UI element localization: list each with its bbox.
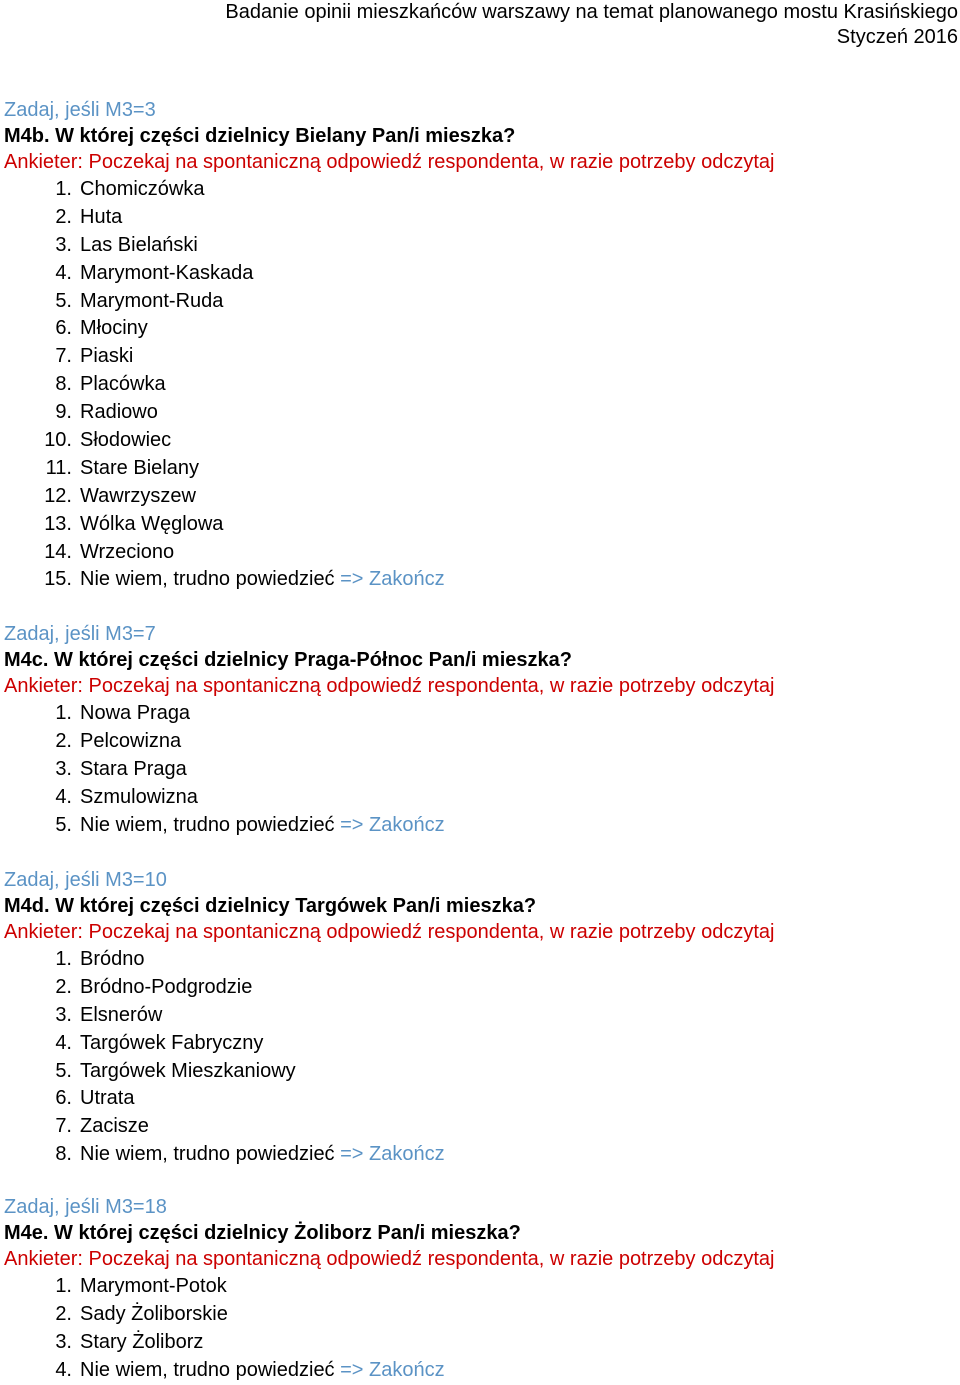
answer-label: Stare Bielany	[80, 456, 199, 479]
answer-item-dont-know	[4, 811, 954, 839]
filter-condition: Zadaj, jeśli M3=3	[4, 99, 156, 121]
answer-item	[4, 699, 954, 727]
answer-item-dont-know	[4, 1356, 954, 1384]
skip-instruction: => Zakończ	[340, 813, 445, 836]
answer-number: 10.	[44, 429, 72, 452]
answer-item	[4, 538, 954, 566]
filter-condition: Zadaj, jeśli M3=18	[4, 1196, 167, 1218]
answer-number: 2.	[55, 205, 72, 228]
answer-label: Nowa Praga	[80, 702, 191, 724]
answer-item	[4, 231, 954, 259]
answer-number: 9.	[55, 401, 72, 424]
answer-label: Marymont-Kaskada	[80, 261, 254, 284]
answer-label: Nie wiem, trudno powiedzieć	[80, 1358, 335, 1381]
answer-item	[4, 973, 954, 1001]
answer-item	[4, 370, 954, 398]
answer-label: Placówka	[80, 373, 166, 396]
answer-number: 4.	[55, 785, 72, 808]
skip-instruction: => Zakończ	[340, 1358, 445, 1381]
answer-label: Marymont-Ruda	[80, 289, 224, 312]
answer-number: 6.	[55, 1087, 72, 1110]
answer-number: 4.	[55, 1358, 72, 1381]
answer-number: 15.	[44, 568, 72, 591]
answer-label: Targówek Fabryczny	[80, 1031, 264, 1054]
filter-condition: Zadaj, jeśli M3=7	[4, 623, 156, 645]
answer-item	[4, 783, 954, 811]
answer-number: 2.	[55, 1302, 72, 1325]
answer-label: Huta	[80, 205, 123, 228]
answer-label: Szmulowizna	[80, 785, 198, 808]
answer-label: Wawrzyszew	[80, 484, 196, 507]
answer-number: 12.	[44, 484, 72, 507]
skip-instruction: => Zakończ	[340, 1143, 445, 1166]
answer-item	[4, 314, 954, 342]
question-text: M4b. W której części dzielnicy Bielany Pan/i mieszka?	[4, 125, 516, 147]
answer-number: 3.	[55, 233, 72, 256]
answer-item	[4, 1029, 954, 1057]
answer-label: Bródno	[80, 948, 145, 970]
answer-label: Zacisze	[80, 1115, 149, 1138]
answer-number: 7.	[55, 1115, 72, 1138]
answer-item	[4, 398, 954, 426]
answer-item-dont-know	[4, 1140, 954, 1168]
answer-item-dont-know	[4, 565, 954, 593]
answer-number: 1.	[55, 948, 72, 970]
answer-number: 6.	[55, 317, 72, 340]
answer-label: Stary Żoliborz	[80, 1330, 204, 1353]
answer-item	[4, 342, 954, 370]
answer-number: 8.	[55, 373, 72, 396]
answer-label: Targówek Mieszkaniowy	[80, 1059, 296, 1082]
page-header	[225, 0, 958, 50]
answer-label: Stara Praga	[80, 757, 187, 780]
answer-item	[4, 287, 954, 315]
answer-item	[4, 755, 954, 783]
answer-item	[4, 1057, 954, 1085]
answer-item	[4, 175, 954, 203]
answer-label: Sady Żoliborskie	[80, 1302, 228, 1325]
question-section-m4e	[4, 1194, 954, 1384]
question-section-m4d	[4, 867, 954, 1168]
answer-number: 3.	[55, 757, 72, 780]
question-text: M4d. W której części dzielnicy Targówek Pan/i mieszka?	[4, 895, 537, 917]
answer-number: 5.	[55, 813, 72, 836]
answer-label: Nie wiem, trudno powiedzieć	[80, 1143, 335, 1166]
answer-item	[4, 1328, 954, 1356]
answer-label: Nie wiem, trudno powiedzieć	[80, 813, 335, 836]
question-section-m4b	[4, 97, 954, 593]
interviewer-instruction: Ankieter: Poczekaj na spontaniczną odpowiedź respondenta, w razie potrzeby odczytaj	[4, 151, 775, 173]
question-text: M4e. W której części dzielnicy Żoliborz Pan/i mieszka?	[4, 1222, 521, 1244]
answer-number: 11.	[45, 456, 72, 479]
answer-item	[4, 510, 954, 538]
answer-number: 14.	[44, 540, 72, 563]
answer-list	[4, 945, 954, 1168]
document-title: Badanie opinii mieszkańców warszawy na temat planowanego mostu Krasińskiego	[225, 1, 958, 23]
answer-label: Wrzeciono	[80, 540, 175, 563]
answer-item	[4, 945, 954, 973]
interviewer-instruction: Ankieter: Poczekaj na spontaniczną odpowiedź respondenta, w razie potrzeby odczytaj	[4, 1248, 775, 1270]
answer-label: Wólka Węglowa	[80, 512, 224, 535]
answer-item	[4, 426, 954, 454]
answer-number: 3.	[55, 1330, 72, 1353]
answer-number: 1.	[55, 1275, 72, 1297]
answer-number: 2.	[55, 729, 72, 752]
answer-item	[4, 1272, 954, 1300]
answer-number: 2.	[55, 975, 72, 998]
question-section-m4c	[4, 621, 954, 838]
answer-label: Młociny	[80, 317, 148, 340]
answer-label: Słodowiec	[80, 429, 172, 452]
answer-label: Pelcowizna	[80, 729, 182, 752]
answer-list	[4, 699, 954, 838]
answer-item	[4, 454, 954, 482]
answer-number: 4.	[55, 1031, 72, 1054]
answer-item	[4, 203, 954, 231]
answer-number: 7.	[55, 345, 72, 368]
answer-label: Nie wiem, trudno powiedzieć	[80, 568, 335, 591]
answer-item	[4, 1112, 954, 1140]
answer-number: 5.	[55, 289, 72, 312]
answer-item	[4, 1300, 954, 1328]
skip-instruction: => Zakończ	[340, 568, 445, 591]
interviewer-instruction: Ankieter: Poczekaj na spontaniczną odpowiedź respondenta, w razie potrzeby odczytaj	[4, 921, 775, 943]
answer-label: Marymont-Potok	[80, 1275, 227, 1297]
filter-condition: Zadaj, jeśli M3=10	[4, 869, 167, 891]
answer-label: Las Bielański	[80, 233, 198, 256]
answer-item	[4, 259, 954, 287]
answer-label: Piaski	[80, 345, 134, 368]
answer-number: 5.	[55, 1059, 72, 1082]
answer-label: Elsnerów	[80, 1003, 163, 1026]
question-text: M4c. W której części dzielnicy Praga-Północ Pan/i mieszka?	[4, 649, 572, 671]
answer-number: 8.	[55, 1143, 72, 1166]
interviewer-instruction: Ankieter: Poczekaj na spontaniczną odpowiedź respondenta, w razie potrzeby odczytaj	[4, 675, 775, 697]
answer-number: 3.	[55, 1003, 72, 1026]
answer-label: Chomiczówka	[80, 178, 205, 200]
answer-item	[4, 727, 954, 755]
answer-label: Utrata	[80, 1087, 135, 1110]
answer-item	[4, 482, 954, 510]
answer-label: Bródno-Podgrodzie	[80, 975, 253, 998]
answer-item	[4, 1084, 954, 1112]
answer-number: 1.	[55, 702, 72, 724]
document-date: Styczeń 2016	[836, 26, 958, 48]
answer-list	[4, 1272, 954, 1384]
answer-number: 1.	[55, 178, 72, 200]
answer-number: 13.	[44, 512, 72, 535]
answer-number: 4.	[55, 261, 72, 284]
answer-item	[4, 1001, 954, 1029]
answer-label: Radiowo	[80, 401, 158, 424]
answer-list	[4, 175, 954, 593]
